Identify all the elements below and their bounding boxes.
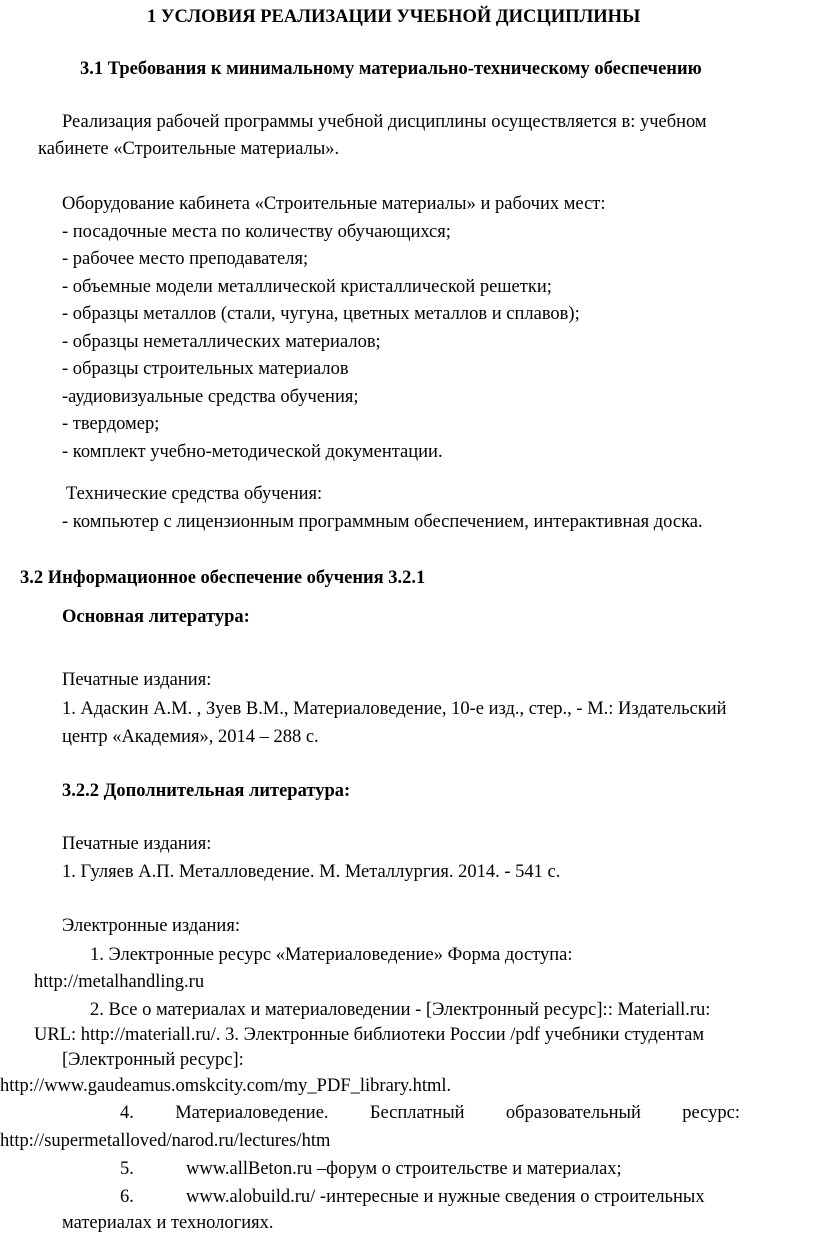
electronic-item-6: www.alobuild.ru/ -интересные и нужные сведения о строительных [186, 1187, 705, 1207]
electronic-item-2-url[interactable]: http://www.gaudeamus.omskcity.com/my_PDF_library.html. [0, 1076, 452, 1096]
item-word: Бесплатный [369, 1103, 465, 1123]
main-literature-item-line1: 1. Адаскин А.М. , Зуев В.М., Материаловедение, 10-е изд., стер., - М.: Издательский [62, 699, 727, 719]
section-3-1-title: 3.1 Требования к минимальному материально-техническому обеспечению [80, 59, 702, 79]
equipment-item: - образцы неметаллических материалов; [62, 332, 381, 352]
electronic-item-5: www.allBeton.ru –форум о строительстве и материалах; [186, 1159, 622, 1179]
item-word: Материаловедение. [175, 1103, 329, 1123]
equipment-item: - комплект учебно-методической документации. [62, 442, 443, 462]
additional-literature-item: 1. Гуляев А.П. Металловедение. М. Металлургия. 2014. - 541 с. [62, 862, 561, 882]
electronic-item-4 [120, 1101, 740, 1125]
item-number: 4. [120, 1103, 134, 1123]
main-literature-title: Основная литература: [62, 607, 250, 627]
equipment-item: - объемные модели металлической кристаллической решетки; [62, 277, 552, 297]
additional-literature-title: 3.2.2 Дополнительная литература: [62, 781, 351, 801]
additional-printed-label: Печатные издания: [62, 834, 212, 854]
item-word: образовательный [505, 1103, 641, 1123]
equipment-item: - образцы строительных материалов [62, 359, 349, 379]
tech-intro: Технические средства обучения: [66, 484, 323, 504]
implementation-para-line1: Реализация рабочей программы учебной дисциплины осуществляется в: учебном [62, 112, 707, 132]
page-heading: 1 УСЛОВИЯ РЕАЛИЗАЦИИ УЧЕБНОЙ ДИСЦИПЛИНЫ [147, 7, 641, 27]
electronic-item-2-line3: [Электронный ресурс]: [62, 1050, 244, 1070]
electronic-item-6-number: 6. [120, 1187, 134, 1207]
electronic-label: Электронные издания: [62, 916, 240, 936]
equipment-item: - посадочные места по количеству обучающихся; [62, 222, 451, 242]
electronic-item-1-url[interactable]: http://metalhandling.ru [34, 972, 205, 992]
electronic-item-2: 2. Все о материалах и материаловедении - [Электронный ресурс]:: Materiall.ru: [90, 1000, 711, 1020]
equipment-item: - твердомер; [62, 414, 160, 434]
printed-label: Печатные издания: [62, 670, 212, 690]
equipment-item: -аудиовизуальные средства обучения; [62, 387, 359, 407]
electronic-item-1: 1. Электронные ресурс «Материаловедение» Форма доступа: [90, 945, 573, 965]
section-3-2-title: 3.2 Информационное обеспечение обучения 3.2.1 [20, 568, 426, 588]
equipment-item: - рабочее место преподавателя; [62, 249, 309, 269]
electronic-item-6-line2: материалах и технологиях. [62, 1213, 274, 1233]
item-word: ресурс: [682, 1103, 740, 1123]
implementation-para-line2: кабинете «Строительные материалы». [38, 139, 340, 159]
main-literature-item-line2: центр «Академия», 2014 – 288 с. [62, 727, 319, 747]
equipment-intro: Оборудование кабинета «Строительные материалы» и рабочих мест: [62, 194, 606, 214]
electronic-item-4-url[interactable]: http://supermetalloved/narod.ru/lectures/htm [0, 1131, 331, 1151]
electronic-item-2-line2: URL: http://materiall.ru/. 3. Электронные библиотеки России /pdf учебники студентам [34, 1025, 705, 1045]
tech-item: - компьютер с лицензионным программным обеспечением, интерактивная доска. [62, 512, 703, 532]
equipment-item: - образцы металлов (стали, чугуна, цветных металлов и сплавов); [62, 304, 580, 324]
electronic-item-5-number: 5. [120, 1159, 134, 1179]
